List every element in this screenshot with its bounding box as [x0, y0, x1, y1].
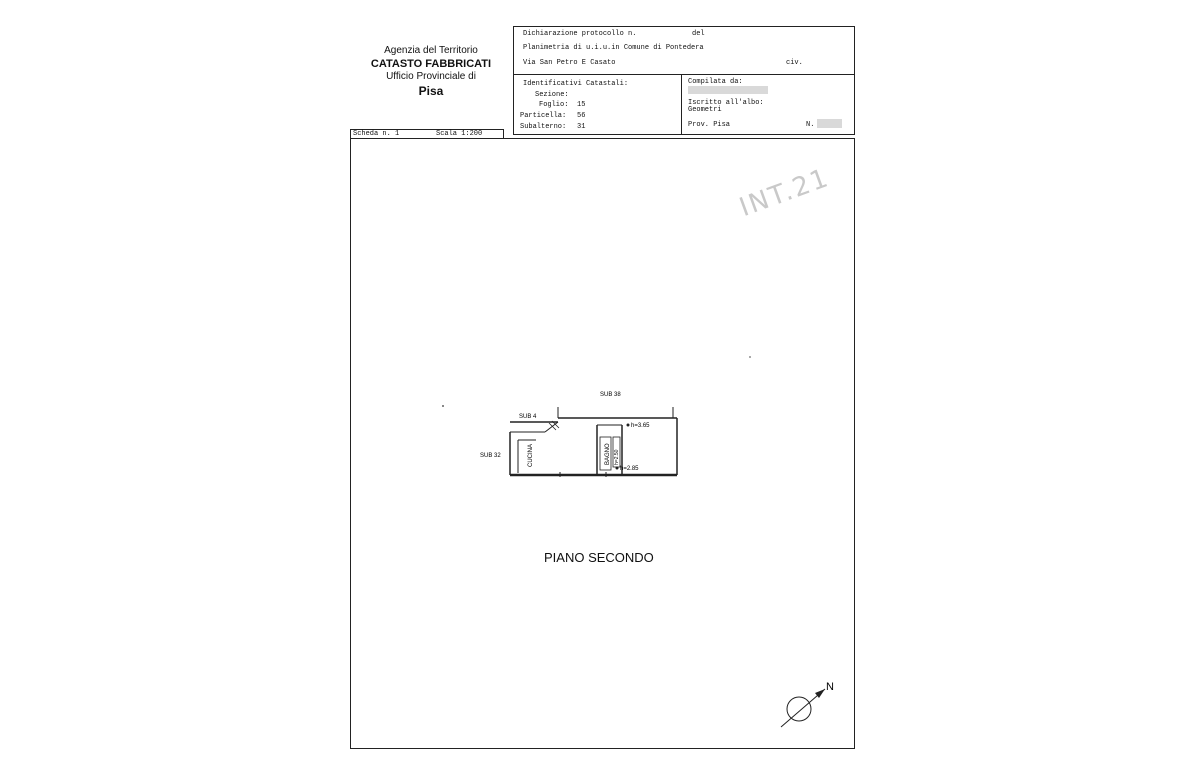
label-cucina: CUCINA: [528, 443, 534, 467]
redacted-compiler-name: [688, 86, 768, 94]
label-h-bottom: h=2.85: [620, 466, 639, 472]
dim-dot-bottom: [616, 467, 619, 470]
foglio-value: 15: [577, 101, 586, 109]
north-arrow-icon: [775, 675, 845, 735]
agency-line4: Pisa: [418, 83, 444, 98]
agency-heading: [352, 45, 510, 99]
agency-line3: Ufficio Provinciale di: [386, 71, 476, 83]
address: Via San Petro E Casato: [523, 59, 616, 67]
entrance-diagonal: [545, 422, 558, 432]
protocol-label: Dichiarazione protocollo n.: [523, 30, 637, 38]
particella-label: Particella:: [520, 112, 567, 120]
scala-label: Scala 1:200: [436, 130, 483, 138]
planimetry-label: Planimetria di u.i.u.in Comune di Pontedera: [523, 44, 704, 52]
agency-line2: CATASTO FABBRICATI: [370, 57, 492, 70]
scan-speck: [749, 356, 751, 358]
n-label: N.: [806, 121, 815, 129]
label-sub-top: SUB 38: [600, 392, 621, 398]
floor-label: PIANO SECONDO: [544, 550, 654, 565]
label-h-top: h=3.65: [631, 423, 650, 429]
label-h-bagno: h=2.50: [614, 449, 620, 465]
header-vertical-divider: [681, 74, 682, 135]
iscritto-label: Iscritto all'albo:: [688, 99, 764, 107]
compilata-label: Compilata da:: [688, 78, 743, 86]
header-divider: [513, 74, 855, 75]
identifiers-title: Identificativi Catastali:: [523, 80, 629, 88]
label-bagno: BAGNO: [605, 443, 611, 465]
redacted-registration-number: [817, 119, 842, 128]
label-sub-32: SUB 32: [480, 453, 501, 459]
subalterno-value: 31: [577, 123, 586, 131]
scan-speck: [442, 405, 444, 407]
profession: Geometri: [688, 106, 722, 114]
particella-value: 56: [577, 112, 586, 120]
north-label: N: [826, 681, 834, 693]
prov-label: Prov. Pisa: [688, 121, 731, 129]
scheda-label: Scheda n. 1: [353, 130, 400, 138]
dim-dot-top: [627, 424, 630, 427]
sezione-label: Sezione:: [535, 91, 569, 99]
foglio-label: Foglio:: [539, 101, 569, 109]
agency-line1: Agenzia del Territorio: [384, 45, 478, 56]
civ-label: civ.: [786, 59, 803, 67]
protocol-del: del: [692, 30, 705, 38]
label-sub-4: SUB 4: [519, 414, 537, 420]
floor-plan: [470, 385, 690, 485]
subalterno-label: Subalterno:: [520, 123, 567, 131]
handwritten-note: INT.21: [735, 162, 834, 224]
